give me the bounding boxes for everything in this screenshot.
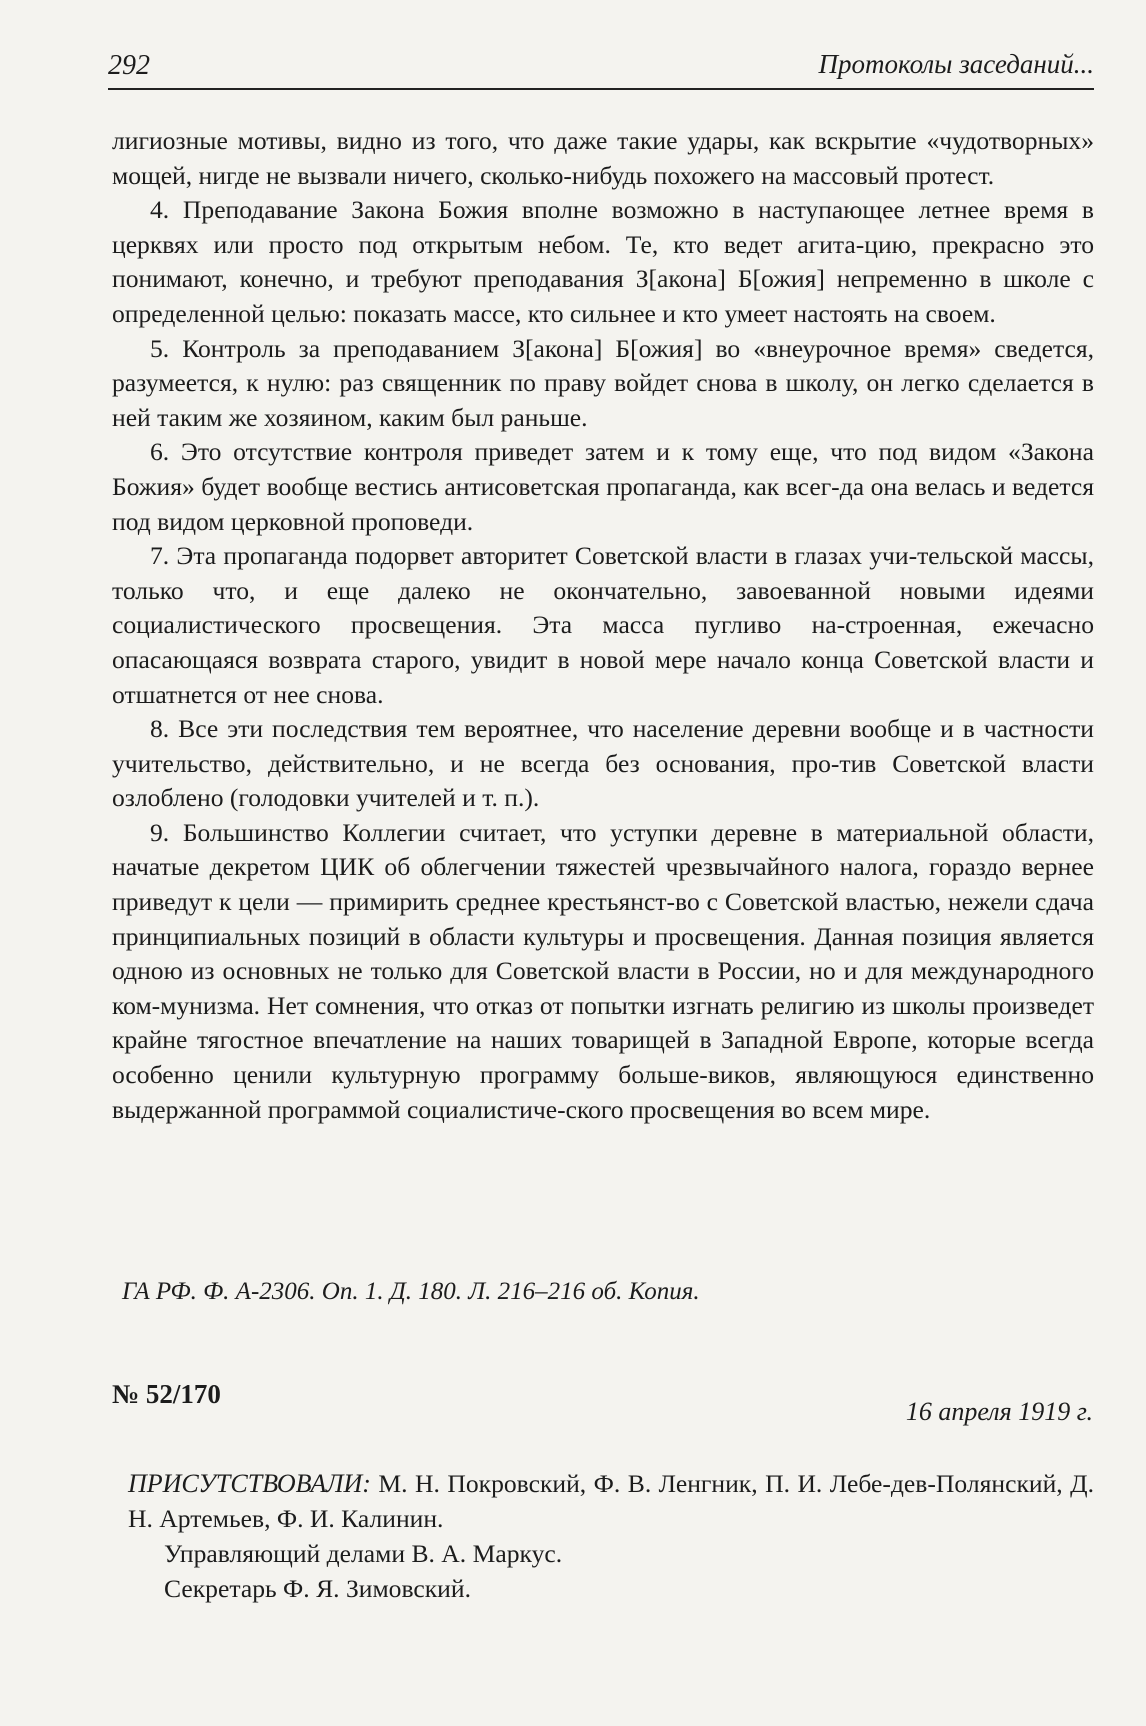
paragraph-6: 6. Это отсутствие контроля приведет затем и к тому еще, что под видом «Закона Божия» будет вообще вестись антисоветская пропаганда, как всег-да она велась и ведется под видом церковной проповеди. [112,437,1094,536]
attendance-label: ПРИСУТСТВОВАЛИ: [128,1469,371,1498]
attendance-members-line [128,1466,1094,1536]
attendance-manager: Управляющий делами В. А. Маркус. [164,1539,563,1568]
paragraph-4: 4. Преподавание Закона Божия вполне возможно в наступающее летнее время в церквях или просто под открытым небом. Те, кто ведет агита-цию, прекрасно это понимают, конечно, и требуют преподавания З[акона] Б[ожия] непременно в школе с определенной целью: показать массе, кто сильнее и кто умеет настоять на своем. [112,195,1094,328]
paragraph-continuation: лигиозные мотивы, видно из того, что даже такие удары, как вскрытие «чудотворных» мощей, нигде не вызвали ничего, сколько-нибудь похожего на массовый протест. [112,126,1094,190]
paragraph-5: 5. Контроль за преподаванием З[акона] Б[ожия] во «внеурочное время» сведется, разумеется, к нулю: раз священник по праву войдет снова в школу, он легко сделается в ней таким же хозяином, каким был раньше. [112,333,1094,432]
running-title: Протоколы заседаний... [818,49,1094,79]
page-header [108,44,1094,90]
archive-source: ГА РФ. Ф. А-2306. Оп. 1. Д. 180. Л. 216–216 об. Копия. [122,1278,700,1305]
attendance-secretary: Секретарь Ф. Я. Зимовский. [164,1574,471,1603]
paragraph-7: 7. Эта пропаганда подорвет авторитет Советской власти в глазах учи-тельской массы, только что, и еще далеко не окончательно, завоеванной новыми идеями социалистического просвещения. Эта масса пугливо на-строенная, ежечасно опасающаяся возврата старого, увидит в новой мере начало конца Советской власти и отшатнется от нее снова. [112,541,1094,709]
document-date: 16 апреля 1919 г. [905,1397,1093,1426]
page-number: 292 [108,50,150,81]
attendance-members: М. Н. Покровский, Ф. В. Ленгник, П. И. Лебе-дев-Полянский, Д. Н. Артемьев, Ф. И. Калинин. [128,1469,1094,1533]
attendance-section [128,1466,1094,1606]
paragraph-9: 9. Большинство Коллегии считает, что уступки деревне в материальной области, начатые декретом ЦИК об облегчении тяжестей чрезвычайного налога, гораздо вернее приведут к цели — примирить среднее крестьянст-во с Советской властью, нежели сдача принципиальных позиций в области культуры и просвещения. Данная позиция является одною из основных не только для Советской власти в России, но и для международного ком-мунизма. Нет сомнения, что отказ от попытки изгнать религию из школы произведет крайне тягостное впечатление на наших товарищей в Западной Европе, которые всегда особенно ценили культурную программу больше-виков, являющуюся единственно выдержанной программой социалистиче-ского просвещения во всем мире. [112,817,1094,1124]
document-number: № 52/170 [112,1379,221,1409]
paragraph-8: 8. Все эти последствия тем вероятнее, что население деревни вообще и в частности учительство, действительно, и не всегда без основания, про-тив Советской власти озлоблено (голодовки учителей и т. п.). [112,714,1094,813]
body-text [112,124,1094,1127]
